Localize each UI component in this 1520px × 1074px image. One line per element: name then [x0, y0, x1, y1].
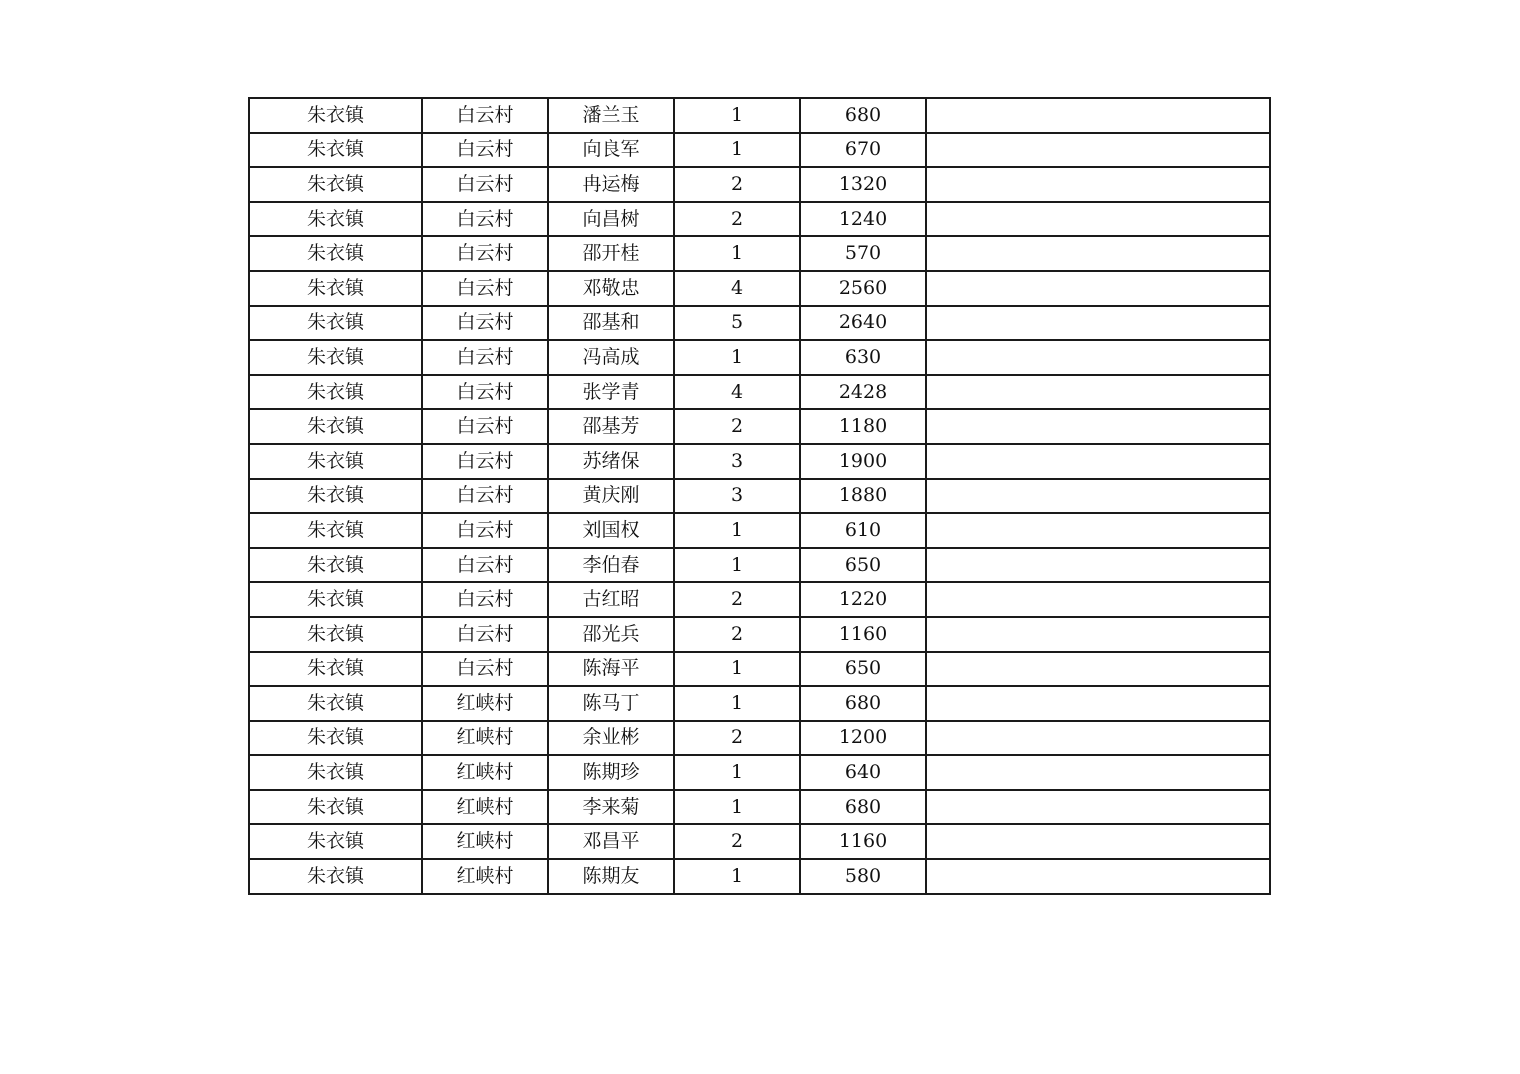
cell-note	[926, 824, 1270, 859]
cell-count: 2	[674, 721, 800, 756]
cell-count: 4	[674, 375, 800, 410]
cell-town: 朱衣镇	[249, 98, 422, 133]
cell-amount: 640	[800, 755, 926, 790]
cell-name: 黄庆刚	[548, 479, 674, 514]
cell-village: 白云村	[422, 98, 548, 133]
cell-amount: 630	[800, 340, 926, 375]
table-row	[249, 409, 1270, 444]
cell-village: 白云村	[422, 133, 548, 168]
table-row	[249, 686, 1270, 721]
table-row	[249, 582, 1270, 617]
cell-village: 红峡村	[422, 755, 548, 790]
cell-count: 1	[674, 686, 800, 721]
cell-note	[926, 236, 1270, 271]
cell-amount: 1160	[800, 824, 926, 859]
cell-name: 李伯春	[548, 548, 674, 583]
cell-town: 朱衣镇	[249, 582, 422, 617]
cell-town: 朱衣镇	[249, 306, 422, 341]
cell-count: 1	[674, 790, 800, 825]
cell-village: 白云村	[422, 271, 548, 306]
cell-town: 朱衣镇	[249, 479, 422, 514]
cell-name: 邓敬忠	[548, 271, 674, 306]
cell-amount: 680	[800, 686, 926, 721]
cell-note	[926, 98, 1270, 133]
cell-note	[926, 444, 1270, 479]
cell-town: 朱衣镇	[249, 652, 422, 687]
cell-note	[926, 306, 1270, 341]
cell-town: 朱衣镇	[249, 133, 422, 168]
cell-village: 白云村	[422, 202, 548, 237]
table-row	[249, 236, 1270, 271]
cell-town: 朱衣镇	[249, 686, 422, 721]
cell-note	[926, 271, 1270, 306]
table-row	[249, 652, 1270, 687]
cell-village: 白云村	[422, 617, 548, 652]
cell-name: 冉运梅	[548, 167, 674, 202]
cell-count: 5	[674, 306, 800, 341]
cell-town: 朱衣镇	[249, 617, 422, 652]
cell-town: 朱衣镇	[249, 271, 422, 306]
table-body	[249, 98, 1270, 894]
table-row	[249, 306, 1270, 341]
cell-note	[926, 790, 1270, 825]
cell-village: 白云村	[422, 479, 548, 514]
cell-amount: 1320	[800, 167, 926, 202]
cell-count: 1	[674, 755, 800, 790]
table-row	[249, 271, 1270, 306]
cell-village: 白云村	[422, 167, 548, 202]
cell-village: 白云村	[422, 582, 548, 617]
cell-amount: 1160	[800, 617, 926, 652]
cell-count: 2	[674, 167, 800, 202]
cell-name: 邵光兵	[548, 617, 674, 652]
cell-village: 白云村	[422, 236, 548, 271]
cell-amount: 1180	[800, 409, 926, 444]
cell-name: 冯高成	[548, 340, 674, 375]
cell-name: 邵基和	[548, 306, 674, 341]
cell-name: 邓昌平	[548, 824, 674, 859]
cell-note	[926, 375, 1270, 410]
cell-count: 3	[674, 444, 800, 479]
cell-village: 红峡村	[422, 824, 548, 859]
table-row	[249, 98, 1270, 133]
cell-amount: 580	[800, 859, 926, 894]
cell-town: 朱衣镇	[249, 236, 422, 271]
cell-town: 朱衣镇	[249, 375, 422, 410]
cell-count: 1	[674, 133, 800, 168]
cell-name: 向昌树	[548, 202, 674, 237]
cell-amount: 2560	[800, 271, 926, 306]
cell-name: 向良军	[548, 133, 674, 168]
cell-amount: 2428	[800, 375, 926, 410]
table-row	[249, 859, 1270, 894]
cell-town: 朱衣镇	[249, 202, 422, 237]
cell-count: 1	[674, 236, 800, 271]
cell-count: 3	[674, 479, 800, 514]
cell-amount: 2640	[800, 306, 926, 341]
cell-name: 陈期友	[548, 859, 674, 894]
cell-village: 白云村	[422, 340, 548, 375]
cell-name: 陈期珍	[548, 755, 674, 790]
cell-town: 朱衣镇	[249, 824, 422, 859]
cell-note	[926, 133, 1270, 168]
cell-name: 余业彬	[548, 721, 674, 756]
cell-village: 白云村	[422, 375, 548, 410]
cell-name: 苏绪保	[548, 444, 674, 479]
table-row	[249, 133, 1270, 168]
cell-count: 2	[674, 617, 800, 652]
cell-count: 1	[674, 652, 800, 687]
cell-amount: 680	[800, 790, 926, 825]
cell-note	[926, 686, 1270, 721]
cell-count: 2	[674, 582, 800, 617]
cell-note	[926, 652, 1270, 687]
cell-amount: 650	[800, 548, 926, 583]
cell-town: 朱衣镇	[249, 548, 422, 583]
cell-note	[926, 340, 1270, 375]
cell-amount: 610	[800, 513, 926, 548]
cell-village: 白云村	[422, 306, 548, 341]
cell-name: 古红昭	[548, 582, 674, 617]
cell-village: 白云村	[422, 513, 548, 548]
table-row	[249, 513, 1270, 548]
cell-note	[926, 479, 1270, 514]
table-row	[249, 721, 1270, 756]
cell-name: 刘国权	[548, 513, 674, 548]
cell-village: 白云村	[422, 548, 548, 583]
cell-village: 红峡村	[422, 721, 548, 756]
cell-amount: 670	[800, 133, 926, 168]
table-row	[249, 444, 1270, 479]
cell-note	[926, 409, 1270, 444]
cell-count: 4	[674, 271, 800, 306]
table-row	[249, 617, 1270, 652]
cell-note	[926, 513, 1270, 548]
cell-count: 1	[674, 548, 800, 583]
cell-count: 1	[674, 513, 800, 548]
cell-note	[926, 755, 1270, 790]
cell-count: 2	[674, 202, 800, 237]
cell-note	[926, 167, 1270, 202]
cell-note	[926, 548, 1270, 583]
cell-note	[926, 721, 1270, 756]
cell-town: 朱衣镇	[249, 409, 422, 444]
cell-note	[926, 859, 1270, 894]
table-row	[249, 375, 1270, 410]
cell-name: 邵开桂	[548, 236, 674, 271]
cell-count: 1	[674, 340, 800, 375]
cell-village: 白云村	[422, 652, 548, 687]
cell-village: 白云村	[422, 444, 548, 479]
cell-town: 朱衣镇	[249, 721, 422, 756]
table-row	[249, 548, 1270, 583]
cell-count: 2	[674, 824, 800, 859]
cell-count: 1	[674, 859, 800, 894]
table-row	[249, 755, 1270, 790]
cell-note	[926, 202, 1270, 237]
cell-count: 1	[674, 98, 800, 133]
cell-amount: 1200	[800, 721, 926, 756]
cell-amount: 1240	[800, 202, 926, 237]
data-table	[248, 97, 1271, 895]
table-row	[249, 202, 1270, 237]
cell-amount: 1220	[800, 582, 926, 617]
table-row	[249, 790, 1270, 825]
cell-town: 朱衣镇	[249, 755, 422, 790]
cell-amount: 1900	[800, 444, 926, 479]
cell-note	[926, 617, 1270, 652]
cell-name: 邵基芳	[548, 409, 674, 444]
cell-town: 朱衣镇	[249, 444, 422, 479]
cell-name: 潘兰玉	[548, 98, 674, 133]
cell-town: 朱衣镇	[249, 859, 422, 894]
cell-village: 红峡村	[422, 790, 548, 825]
cell-amount: 680	[800, 98, 926, 133]
cell-town: 朱衣镇	[249, 790, 422, 825]
cell-amount: 570	[800, 236, 926, 271]
cell-amount: 1880	[800, 479, 926, 514]
cell-note	[926, 582, 1270, 617]
table-row	[249, 479, 1270, 514]
table-row	[249, 167, 1270, 202]
cell-town: 朱衣镇	[249, 513, 422, 548]
cell-amount: 650	[800, 652, 926, 687]
cell-town: 朱衣镇	[249, 167, 422, 202]
cell-village: 白云村	[422, 409, 548, 444]
cell-name: 陈海平	[548, 652, 674, 687]
cell-name: 李来菊	[548, 790, 674, 825]
cell-town: 朱衣镇	[249, 340, 422, 375]
cell-village: 红峡村	[422, 859, 548, 894]
cell-name: 张学青	[548, 375, 674, 410]
cell-count: 2	[674, 409, 800, 444]
table-row	[249, 824, 1270, 859]
cell-name: 陈马丁	[548, 686, 674, 721]
table-row	[249, 340, 1270, 375]
cell-village: 红峡村	[422, 686, 548, 721]
